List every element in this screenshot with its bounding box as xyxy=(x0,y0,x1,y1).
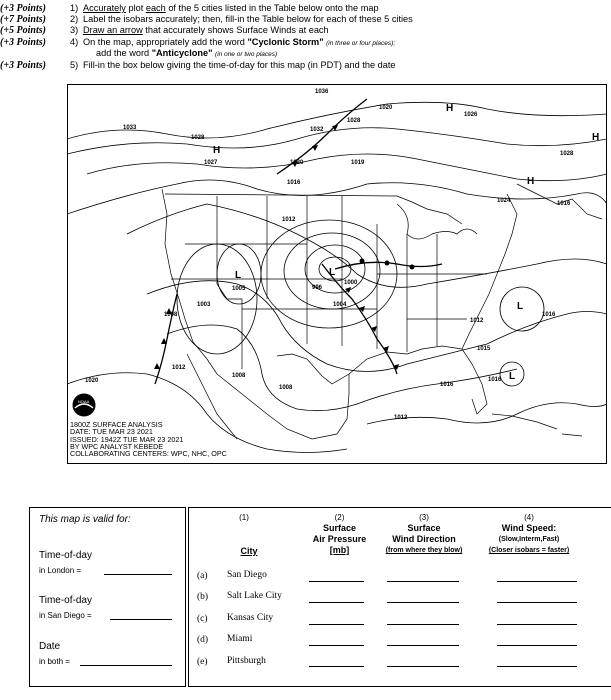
isobar-label: 1016 xyxy=(287,180,301,186)
isobar-label: 1008 xyxy=(232,373,246,379)
direction-answer[interactable] xyxy=(387,602,459,603)
col-head-line: (Slow,Interm,Fast) xyxy=(498,536,560,543)
row-city: Pittsburgh xyxy=(227,656,266,666)
points: (+3 Points) xyxy=(0,3,46,14)
time-london-answer[interactable] xyxy=(104,574,172,575)
row-letter: (c) xyxy=(197,614,208,624)
date-answer[interactable] xyxy=(80,665,172,666)
text: plot xyxy=(125,3,146,13)
city-table xyxy=(188,507,611,687)
col4-header xyxy=(479,512,579,556)
isobar-label: 1026 xyxy=(464,112,478,118)
text: Label the isobars accurately; then, fill-in the Table below for each of these 5 cities xyxy=(83,14,413,24)
speed-answer[interactable] xyxy=(497,645,577,646)
low-center: L xyxy=(329,267,336,278)
direction-answer[interactable] xyxy=(387,581,459,582)
fronts xyxy=(155,99,442,384)
caption-line: COLLABORATING CENTERS: WPC, NHC, OPC xyxy=(70,449,227,459)
isobar-label: 1004 xyxy=(333,302,347,308)
col-number: (3) xyxy=(419,513,429,522)
geography-outline xyxy=(162,184,602,439)
row-city: Miami xyxy=(227,634,253,644)
col-head-line: Wind Direction xyxy=(392,534,456,544)
pressure-answer[interactable] xyxy=(309,624,364,625)
caption-line: BY WPC ANALYST KEBEDE xyxy=(70,441,164,451)
direction-answer[interactable] xyxy=(387,666,459,667)
col-head-line: Air Pressure xyxy=(312,534,367,544)
caption-line: DATE: TUE MAR 23 2021 xyxy=(70,427,153,437)
text: On the map, appropriately add the word xyxy=(83,37,248,47)
isobar-label: 1005 xyxy=(232,286,246,292)
valid-box-title: This map is valid for: xyxy=(39,514,131,525)
speed-answer[interactable] xyxy=(497,581,577,582)
front-markers xyxy=(154,125,415,370)
text: that accurately shows Surface Winds at each xyxy=(142,25,329,35)
col-head-line: (from where they blow) xyxy=(385,547,463,554)
isobars xyxy=(67,102,607,452)
bold-text: "Cyclonic Storm" xyxy=(247,37,324,47)
points: (+5 Points) xyxy=(0,25,46,36)
isobar-label: 1016 xyxy=(557,201,571,207)
isobar-label: 1019 xyxy=(351,160,365,166)
note: (in three or four places); xyxy=(326,40,396,47)
isobar-label: 1003 xyxy=(197,302,211,308)
isobar-label: 1015 xyxy=(477,346,491,352)
col-number: (2) xyxy=(334,513,345,522)
city-header: City xyxy=(240,546,258,556)
time-london-label: Time-of-day xyxy=(39,550,92,561)
points: (+3 Points) xyxy=(0,60,46,71)
pressure-answer[interactable] xyxy=(309,666,364,667)
bold-text: "Anticyclone" xyxy=(151,48,213,58)
isobar-label: 1012 xyxy=(394,415,408,421)
isobar-label: 1016 xyxy=(542,312,556,318)
speed-answer[interactable] xyxy=(497,666,577,667)
isobar-label: 996 xyxy=(312,285,323,291)
isobar-label: 1016 xyxy=(440,382,454,388)
low-center: L xyxy=(235,270,242,281)
col3-header xyxy=(379,512,469,556)
pressure-answer[interactable] xyxy=(309,602,364,603)
underlined-text: Draw an arrow xyxy=(83,25,143,35)
isobar-label: 1032 xyxy=(310,127,324,133)
isobar-label: 1012 xyxy=(282,217,296,223)
low-center: L xyxy=(509,371,516,382)
row-letter: (d) xyxy=(197,635,209,645)
instruction-number: 5) xyxy=(70,60,79,70)
isobar-label: 1016 xyxy=(488,377,502,383)
isobar-label: 1008 xyxy=(279,385,293,391)
date-label: Date xyxy=(39,641,61,652)
col-head-line: Wind Speed: xyxy=(501,523,557,533)
noaa-logo xyxy=(73,394,95,416)
pressure-answer[interactable] xyxy=(309,645,364,646)
time-london-sub: in London = xyxy=(39,566,82,575)
isobar-label: 1024 xyxy=(497,198,511,204)
note: (in one or two places) xyxy=(215,51,278,58)
underlined-text: Accurately xyxy=(83,3,126,13)
instruction-number: 4) xyxy=(70,37,79,47)
map-caption xyxy=(70,421,227,457)
col2-header xyxy=(297,512,382,556)
isobar-label: 1020 xyxy=(290,160,304,166)
points: (+3 Points) xyxy=(0,37,46,48)
map-border xyxy=(68,85,607,464)
col-number: (1) xyxy=(239,513,249,522)
col-head-line: Surface xyxy=(322,523,357,533)
isobar-label: 1012 xyxy=(172,365,186,371)
col-head-line: [mb] xyxy=(329,545,350,555)
direction-answer[interactable] xyxy=(387,645,459,646)
speed-answer[interactable] xyxy=(497,624,577,625)
col-number: (4) xyxy=(524,513,534,522)
time-sd-sub: in San Diego = xyxy=(39,611,92,620)
isobar-label: 1012 xyxy=(470,318,484,324)
isobar-label: 1033 xyxy=(123,125,137,131)
row-letter: (e) xyxy=(197,657,208,667)
high-center: H xyxy=(592,132,600,143)
underlined-text: each xyxy=(145,3,166,13)
isobar-label: 1028 xyxy=(560,151,574,157)
text: Fill-in the box below giving the time-of-day for this map (in PDT) and the date xyxy=(83,60,396,70)
isobar-label: 1008 xyxy=(164,312,178,318)
row-letter: (b) xyxy=(197,592,209,602)
caption-line: 1800Z SURFACE ANALYSIS xyxy=(70,420,163,429)
speed-answer[interactable] xyxy=(497,602,577,603)
isobar-label: 1027 xyxy=(204,160,218,166)
points: (+7 Points) xyxy=(0,14,46,25)
high-center: H xyxy=(527,176,535,187)
row-city: Kansas City xyxy=(227,613,274,623)
col-head-line: (Closer isobars = faster) xyxy=(488,547,570,554)
text: of the 5 cities listed in the Table below onto the map xyxy=(165,3,379,13)
instruction-number: 3) xyxy=(70,25,79,35)
surface-analysis-map[interactable] xyxy=(67,84,607,464)
isobar-label: 1020 xyxy=(85,378,99,384)
isobar-label: 1028 xyxy=(347,118,361,124)
instruction-number: 2) xyxy=(70,14,79,24)
high-center: H xyxy=(213,145,221,156)
time-sd-answer[interactable] xyxy=(110,619,172,620)
valid-time-box xyxy=(29,507,186,687)
isobar-label: 1000 xyxy=(344,280,358,286)
high-center: H xyxy=(446,103,454,114)
instruction-number: 1) xyxy=(70,3,79,13)
time-sd-label: Time-of-day xyxy=(39,595,92,606)
date-sub: in both = xyxy=(39,657,70,666)
col-head-line: Surface xyxy=(407,523,441,533)
pressure-answer[interactable] xyxy=(309,581,364,582)
text: add the word xyxy=(96,48,152,58)
caption-line: ISSUED: 1942Z TUE MAR 23 2021 xyxy=(70,434,184,444)
row-letter: (a) xyxy=(197,571,208,581)
isobar-label: 1028 xyxy=(191,135,205,141)
direction-answer[interactable] xyxy=(387,624,459,625)
logo-text: NOAA xyxy=(78,399,90,404)
col1-header xyxy=(229,512,259,523)
row-city: Salt Lake City xyxy=(227,591,282,601)
isobar-label: 1036 xyxy=(315,89,329,95)
row-city: San Diego xyxy=(227,570,267,580)
isobar-label: 1020 xyxy=(379,105,393,111)
low-center: L xyxy=(517,301,524,312)
